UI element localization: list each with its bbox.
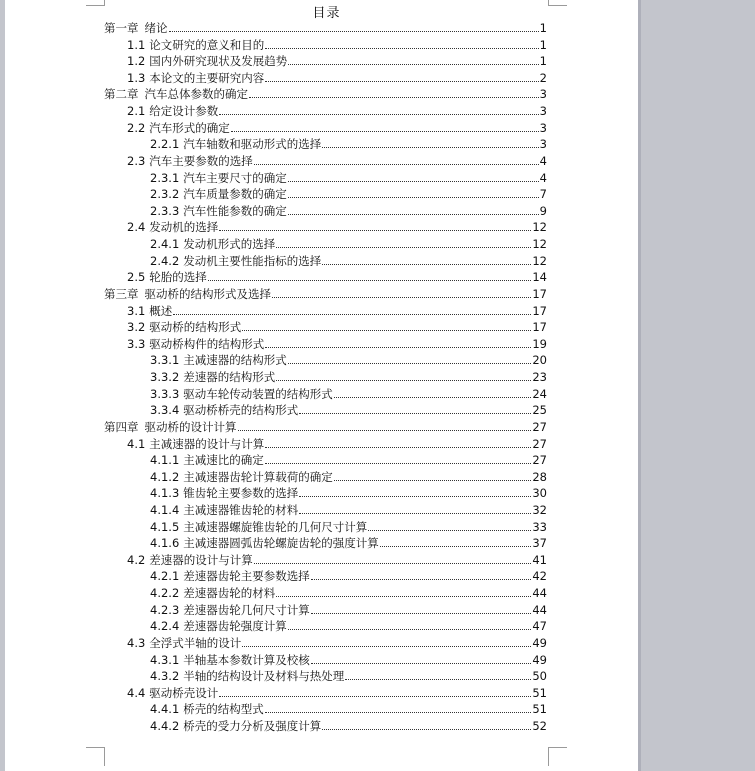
toc-section-entry[interactable] [150, 518, 547, 534]
toc-entry-title: 差速器齿轮主要参数选择 [183, 569, 310, 584]
toc-page-number: 4 [539, 170, 547, 185]
toc-section-entry[interactable] [127, 102, 547, 118]
dot-leader [272, 296, 531, 298]
toc-page-number: 51 [532, 702, 547, 717]
dot-leader [265, 446, 531, 448]
toc-entry-number: 2.4.1 [150, 237, 180, 252]
toc-entry-number: 4.1.2 [150, 469, 180, 484]
dot-leader [288, 180, 539, 182]
toc-entry-title: 驱动桥的设计计算 [144, 419, 237, 434]
toc-entry-title: 驱动桥桥壳的结构形式 [183, 403, 299, 418]
toc-section-entry[interactable] [150, 202, 547, 218]
toc-section-entry[interactable] [127, 634, 547, 650]
toc-section-entry[interactable] [150, 501, 547, 517]
toc-page-number: 3 [539, 104, 547, 119]
toc-entry-title: 驱动桥构件的结构形式 [149, 336, 265, 351]
toc-page-number: 25 [532, 403, 547, 418]
toc-entry-number: 4.4 [127, 685, 146, 700]
toc-section-entry[interactable] [150, 617, 547, 633]
toc-entry-title: 主减速器锥齿轮的材料 [183, 502, 299, 517]
toc-page-number: 41 [532, 552, 547, 567]
toc-entry-number: 1.2 [127, 54, 146, 69]
toc-page-number: 17 [532, 320, 547, 335]
toc-page-number: 50 [532, 669, 547, 684]
document-page[interactable] [5, 0, 638, 771]
dot-leader [276, 246, 531, 248]
toc-entry-number: 3.3 [127, 336, 146, 351]
toc-entry-number: 1.3 [127, 70, 146, 85]
toc-entry-title: 绪论 [144, 21, 168, 35]
toc-page-number: 12 [532, 237, 547, 252]
toc-entry-title: 驱动桥的结构形式 [149, 320, 242, 335]
toc-section-entry[interactable] [127, 551, 547, 567]
toc-entry-title: 主减速器齿轮计算载荷的确定 [183, 469, 333, 484]
toc-entry-number: 4.2 [127, 552, 146, 567]
toc-title: 目录 [312, 6, 341, 21]
toc-entry-title: 论文研究的意义和目的 [149, 37, 265, 52]
toc-entry-number: 1.1 [127, 37, 146, 52]
toc-entry-title: 给定设计参数 [149, 104, 219, 119]
toc-page-number: 17 [532, 286, 547, 301]
dot-leader [265, 462, 532, 464]
toc-entry-number: 3.2 [127, 320, 146, 335]
toc-entry-number: 3.1 [127, 303, 146, 318]
toc-entry-title: 主减速器的结构形式 [183, 353, 287, 368]
toc-page-number: 14 [532, 270, 547, 285]
toc-entry-number: 4.3 [127, 635, 146, 650]
margin-mark-bottom-right [548, 747, 567, 766]
toc-section-entry[interactable] [150, 601, 547, 617]
toc-entry-title: 全浮式半轴的设计 [149, 635, 242, 650]
toc-page-number: 1 [539, 54, 547, 69]
toc-section-entry[interactable] [150, 169, 547, 185]
toc-entry-number: 2.1 [127, 104, 146, 119]
toc-section-entry[interactable] [127, 435, 547, 451]
toc-entry-number: 4.4.1 [150, 702, 180, 717]
toc-section-entry[interactable] [150, 451, 547, 467]
dot-leader [265, 47, 538, 49]
toc-entry-number: 2.4.2 [150, 253, 180, 268]
toc-entry-number: 4.2.4 [150, 619, 180, 634]
toc-page-number: 17 [532, 303, 547, 318]
dot-leader [311, 612, 532, 614]
dot-leader [288, 63, 538, 65]
toc-page-number: 27 [532, 436, 547, 451]
toc-page-number: 37 [532, 536, 547, 551]
toc-section-entry[interactable] [127, 268, 547, 284]
toc-entry-number: 4.1.1 [150, 453, 180, 468]
toc-entry-title: 汽车总体参数的确定 [144, 87, 248, 102]
toc-entry-title: 发动机的选择 [149, 220, 219, 235]
toc-entry-number: 2.3.1 [150, 170, 180, 185]
toc-page-number: 44 [532, 586, 547, 601]
toc-chapter-entry[interactable] [104, 418, 547, 434]
dot-leader [219, 229, 531, 231]
toc-entry-number: 4.1.6 [150, 536, 180, 551]
toc-section-entry[interactable] [127, 218, 547, 234]
toc-chapter-entry[interactable] [104, 85, 547, 101]
toc-entry-title: 差速器的设计与计算 [149, 552, 253, 567]
toc-page-number: 12 [532, 220, 547, 235]
toc-section-entry[interactable] [150, 667, 547, 683]
dot-leader [322, 728, 531, 730]
toc-section-entry[interactable] [150, 468, 547, 484]
toc-page-number: 20 [532, 353, 547, 368]
dot-leader [265, 711, 532, 713]
toc-section-entry[interactable] [150, 252, 547, 268]
toc-entry-number: 4.1.5 [150, 519, 180, 534]
dot-leader [322, 146, 538, 148]
toc-page-number: 27 [532, 419, 547, 434]
toc-page-number: 28 [532, 469, 547, 484]
dot-leader [265, 346, 531, 348]
toc-entry-number: 4.1.3 [150, 486, 180, 501]
dot-leader [249, 96, 539, 98]
toc-page-number: 49 [532, 635, 547, 650]
toc-chapter-entry[interactable] [104, 285, 547, 301]
toc-section-entry[interactable] [127, 52, 547, 68]
toc-page-number: 7 [539, 187, 547, 202]
toc-section-entry[interactable] [150, 584, 547, 600]
toc-page-number: 52 [532, 719, 547, 734]
toc-page-number: 51 [532, 685, 547, 700]
toc-entry-title: 差速器齿轮几何尺寸计算 [183, 602, 310, 617]
toc-page-number: 32 [532, 502, 547, 517]
margin-mark-bottom-left [86, 747, 105, 766]
dot-leader [288, 196, 539, 198]
toc-page-number: 47 [532, 619, 547, 634]
toc-section-entry[interactable] [127, 119, 547, 135]
dot-leader [169, 30, 539, 32]
toc-entry-title: 发动机主要性能指标的选择 [183, 253, 322, 268]
dot-leader [265, 80, 538, 82]
toc-entry-title: 半轴的结构设计及材料与热处理 [183, 669, 345, 684]
toc-section-entry[interactable] [150, 700, 547, 716]
toc-entry-number: 4.4.2 [150, 719, 180, 734]
toc-page-number: 4 [539, 153, 547, 168]
toc-entry-number: 3.3.2 [150, 370, 180, 385]
toc-entry-title: 锥齿轮主要参数的选择 [183, 486, 299, 501]
toc-entry-title: 差速器齿轮强度计算 [183, 619, 287, 634]
toc-page-number: 2 [539, 70, 547, 85]
toc-section-entry[interactable] [127, 302, 547, 318]
dot-leader [219, 113, 538, 115]
toc-entry-title: 差速器齿轮的材料 [183, 586, 276, 601]
dot-leader [276, 379, 531, 381]
toc-page-number: 1 [539, 37, 547, 52]
dot-leader [231, 130, 539, 132]
toc-section-entry[interactable] [127, 335, 547, 351]
toc-entry-title: 主减速器螺旋锥齿轮的几何尺寸计算 [183, 519, 368, 534]
toc-entry-number: 4.2.2 [150, 586, 180, 601]
toc-entry-title: 汽车主要参数的选择 [149, 153, 253, 168]
dot-leader [173, 313, 531, 315]
dot-leader [311, 662, 532, 664]
toc-section-entry[interactable] [150, 534, 547, 550]
toc-entry-title: 桥壳的结构型式 [183, 702, 264, 717]
toc-entry-title: 主减速器的设计与计算 [149, 436, 265, 451]
dot-leader [368, 529, 531, 531]
toc-entry-title: 汽车轴数和驱动形式的选择 [183, 137, 322, 152]
toc-entry-title: 汽车性能参数的确定 [183, 203, 287, 218]
toc-page-number: 24 [532, 386, 547, 401]
dot-leader [276, 595, 531, 597]
dot-leader [345, 678, 531, 680]
toc-entry-number: 第四章 [104, 419, 139, 434]
dot-leader [299, 412, 531, 414]
dot-leader [238, 429, 532, 431]
toc-entry-number: 4.2.3 [150, 602, 180, 617]
toc-section-entry[interactable] [150, 401, 547, 417]
toc-entry-title: 半轴基本参数计算及校核 [183, 652, 310, 667]
toc-page-number: 42 [532, 569, 547, 584]
dot-leader [380, 545, 532, 547]
toc-page-number: 44 [532, 602, 547, 617]
dot-leader [242, 645, 531, 647]
dot-leader [219, 695, 531, 697]
dot-leader [299, 512, 531, 514]
toc-entry-title: 驱动桥的结构形式及选择 [144, 286, 271, 301]
toc-page-number: 30 [532, 486, 547, 501]
toc-section-entry[interactable] [150, 351, 547, 367]
toc-entry-number: 2.3.2 [150, 187, 180, 202]
toc-section-entry[interactable] [127, 318, 547, 334]
toc-section-entry[interactable] [150, 717, 547, 733]
toc-page-number: 33 [532, 519, 547, 534]
toc-entry-number: 2.2 [127, 120, 146, 135]
toc-page-number: 12 [532, 253, 547, 268]
toc-page-number: 49 [532, 652, 547, 667]
dot-leader [288, 362, 532, 364]
toc-page-number: 23 [532, 370, 547, 385]
toc-entry-title: 发动机形式的选择 [183, 237, 276, 252]
toc-entry-title: 主减速器圆弧齿轮螺旋齿轮的强度计算 [183, 536, 379, 551]
toc-page-number: 3 [539, 137, 547, 152]
toc-page-number: 1 [539, 21, 547, 35]
dot-leader [288, 628, 532, 630]
toc-page-number: 3 [539, 120, 547, 135]
dot-leader [254, 163, 539, 165]
toc-entry-number: 第三章 [104, 286, 139, 301]
toc-page-number: 3 [539, 87, 547, 102]
toc-entry-title: 桥壳的受力分析及强度计算 [183, 719, 322, 734]
toc-entry-number: 4.1 [127, 436, 146, 451]
toc-entry-number: 2.3.3 [150, 203, 180, 218]
toc-entry-number: 4.1.4 [150, 502, 180, 517]
toc-section-entry[interactable] [150, 368, 547, 384]
toc-section-entry[interactable] [127, 36, 547, 52]
toc-entry-number: 4.3.1 [150, 652, 180, 667]
toc-section-entry[interactable] [127, 69, 547, 85]
toc-section-entry[interactable] [127, 152, 547, 168]
toc-entry-title: 汽车质量参数的确定 [183, 187, 287, 202]
toc-entry-number: 3.3.1 [150, 353, 180, 368]
toc-entry-title: 驱动桥壳设计 [149, 685, 219, 700]
dot-leader [254, 562, 532, 564]
toc-entry-title: 主减速比的确定 [183, 453, 264, 468]
toc-section-entry[interactable] [150, 185, 547, 201]
toc-page-number: 19 [532, 336, 547, 351]
dot-leader [311, 578, 532, 580]
toc-entry-number: 2.5 [127, 270, 146, 285]
toc-entry-number: 2.3 [127, 153, 146, 168]
toc-section-entry[interactable] [150, 235, 547, 251]
toc-section-entry[interactable] [150, 135, 547, 151]
dot-leader [242, 329, 531, 331]
toc-entry-number: 2.4 [127, 220, 146, 235]
toc-entry-number: 2.2.1 [150, 137, 180, 152]
dot-leader [322, 263, 531, 265]
toc-entry-title: 汽车主要尺寸的确定 [183, 170, 287, 185]
toc-section-entry[interactable] [150, 651, 547, 667]
toc-chapter-entry[interactable] [104, 19, 547, 35]
toc-page-number: 9 [539, 203, 547, 218]
dot-leader [288, 213, 539, 215]
dot-leader [208, 279, 532, 281]
toc-entry-title: 国内外研究现状及发展趋势 [149, 54, 288, 69]
toc-entry-title: 概述 [149, 303, 173, 318]
toc-entry-number: 第二章 [104, 87, 139, 102]
page-shadow [638, 0, 641, 771]
toc-page-number: 27 [532, 453, 547, 468]
toc-entry-number: 4.2.1 [150, 569, 180, 584]
toc-section-entry[interactable] [150, 484, 547, 500]
toc-entry-number: 第一章 [104, 21, 139, 35]
toc-entry-number: 3.3.4 [150, 403, 180, 418]
toc-entry-title: 本论文的主要研究内容 [149, 70, 265, 85]
toc-entry-title: 差速器的结构形式 [183, 370, 276, 385]
toc-section-entry[interactable] [127, 684, 547, 700]
toc-section-entry[interactable] [150, 567, 547, 583]
toc-entry-number: 3.3.3 [150, 386, 180, 401]
toc-entry-title: 轮胎的选择 [149, 270, 207, 285]
toc-section-entry[interactable] [150, 385, 547, 401]
toc-entry-number: 4.3.2 [150, 669, 180, 684]
toc-entry-title: 驱动车轮传动装置的结构形式 [183, 386, 333, 401]
dot-leader [334, 479, 532, 481]
dot-leader [334, 396, 532, 398]
toc-entry-title: 汽车形式的确定 [149, 120, 230, 135]
dot-leader [299, 495, 531, 497]
